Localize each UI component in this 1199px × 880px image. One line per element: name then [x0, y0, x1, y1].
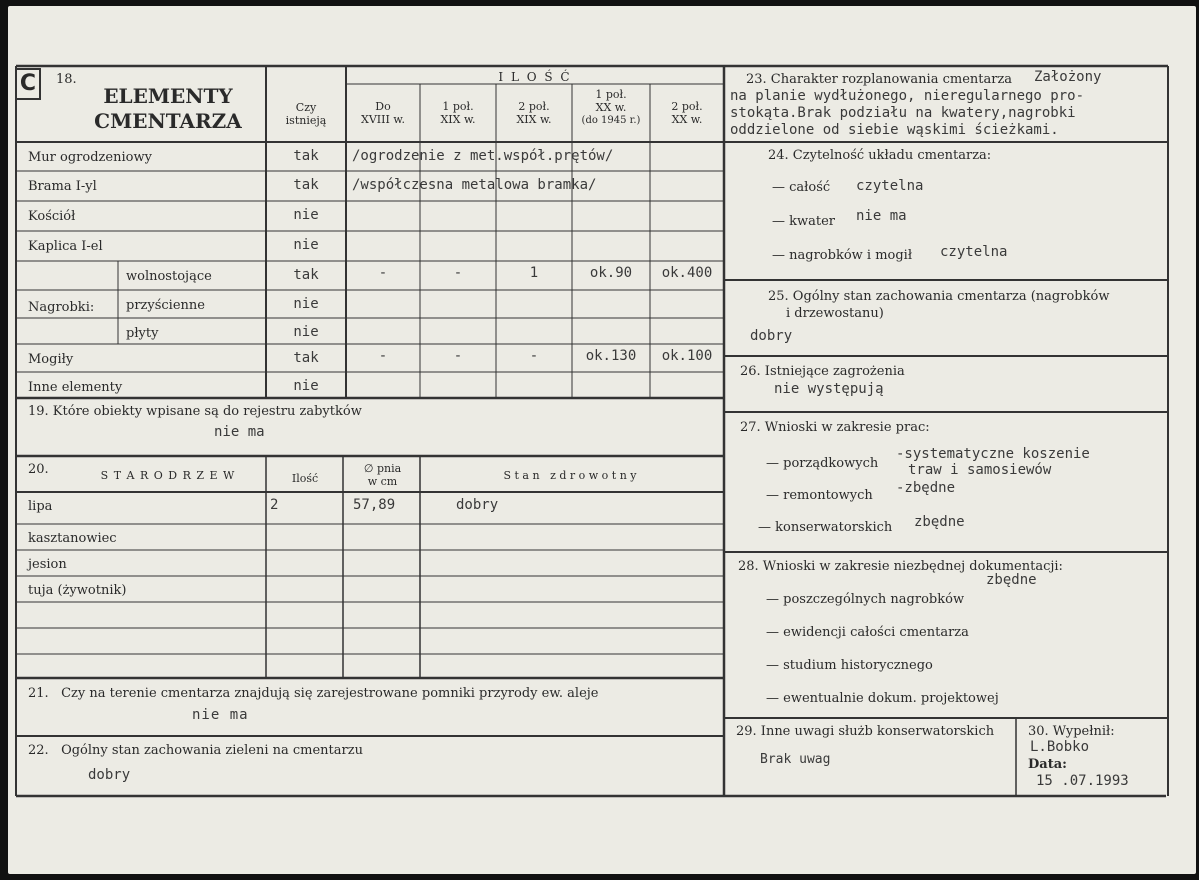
element-count: ok.130	[585, 348, 637, 364]
period-header: 1 poł. XX w. (do 1945 r.)	[581, 88, 641, 126]
section-23-line-4: oddzielone od siebie wąskimi ścieżkami.	[730, 122, 1059, 138]
prace-porzadkowe-label: — porządkowych	[766, 456, 879, 471]
dokumentacja-nagrobkow: — poszczególnych nagrobków	[766, 592, 965, 607]
section-28-label: 28. Wnioski w zakresie niezbędnej dokumentacji:	[738, 559, 1063, 574]
element-count: ok.100	[661, 348, 713, 364]
czy-istnieja-header: Czy istnieją	[285, 101, 327, 127]
period-header: 2 poł. XIX w.	[516, 100, 552, 126]
section-18-number: 18.	[56, 72, 77, 87]
section-22-label: 22. Ogólny stan zachowania zieleni na cmentarzu	[28, 743, 363, 758]
tree-health: dobry	[456, 497, 499, 513]
element-exists: nie	[293, 296, 319, 312]
section-19-value: nie ma	[214, 424, 265, 440]
period-header: Do XVIII w.	[361, 100, 405, 126]
element-count: -	[453, 265, 463, 281]
element-count: ok.90	[589, 265, 633, 281]
prace-remontowe-value: -zbędne	[896, 480, 956, 496]
record-card	[8, 6, 1196, 874]
dokumentacja-ewidencji: — ewidencji całości cmentarza	[766, 625, 969, 640]
element-count: 1	[529, 265, 539, 281]
czytelnosc-calosc-value: czytelna	[856, 178, 924, 194]
element-label: Brama I-yl	[28, 179, 97, 194]
czytelnosc-calosc-label: — całość	[772, 180, 831, 195]
element-note: /ogrodzenie z met.współ.prętów/	[352, 148, 614, 164]
section-23-line-2: na planie wydłużonego, nieregularnego pro-	[730, 88, 1085, 104]
czytelnosc-nagrobkow-label: — nagrobków i mogił	[772, 248, 913, 263]
element-exists: tak	[293, 267, 319, 283]
element-count: -	[529, 348, 539, 364]
czytelnosc-kwater-value: nie ma	[856, 208, 907, 224]
prace-konserwatorskie-label: — konserwatorskich	[758, 520, 893, 535]
element-exists: nie	[293, 324, 319, 340]
health-header: S t a n z d r o w o t n y	[503, 469, 637, 482]
tree-species: tuja (żywotnik)	[28, 583, 127, 598]
period-header: 1 poł. XIX w.	[440, 100, 476, 126]
starodrzew-header: S T A R O D R Z E W	[100, 469, 236, 482]
nagrobki-label: Nagrobki:	[28, 300, 95, 315]
element-label: Mur ogrodzeniowy	[28, 150, 152, 165]
element-label: Kościół	[28, 209, 76, 224]
prace-porzadkowe-value-1: -systematyczne koszenie	[896, 446, 1090, 462]
element-label: płyty	[126, 326, 159, 341]
element-label: Inne elementy	[28, 380, 123, 395]
tree-species: jesion	[28, 557, 67, 572]
tree-species: kasztanowiec	[28, 531, 117, 546]
section-23-line-1: Założony	[1034, 69, 1102, 85]
section-26-label: 26. Istniejące zagrożenia	[740, 364, 905, 379]
section-21-value: nie ma	[192, 707, 249, 723]
period-header: 2 poł. XX w.	[671, 100, 703, 126]
date-value: 15 .07.1993	[1036, 773, 1129, 789]
ilosc-header: I L O Ś Ć	[498, 70, 572, 84]
element-count: ok.400	[661, 265, 713, 281]
section-26-value: nie występują	[774, 381, 884, 397]
dokumentacja-studium: — studium historycznego	[766, 658, 933, 673]
section-29-label: 29. Inne uwagi służb konserwatorskich	[736, 724, 995, 739]
section-21-label: 21. Czy na terenie cmentarza znajdują się zarejestrowane pomniki przyrody ew. aleje	[28, 686, 599, 701]
diameter-header: ∅ pnia w cm	[363, 462, 402, 488]
tree-diameter: 57,89	[353, 497, 396, 513]
prace-remontowe-label: — remontowych	[766, 488, 873, 503]
prace-konserwatorskie-value: zbędne	[914, 514, 965, 530]
element-label: przyścienne	[126, 298, 205, 313]
section-28-value: zbędne	[986, 572, 1037, 588]
section-letter: C	[15, 68, 41, 100]
section-23-label: 23. Charakter rozplanowania cmentarza	[746, 72, 1013, 87]
section-24-label: 24. Czytelność układu cmentarza:	[768, 148, 992, 163]
element-exists: tak	[293, 350, 319, 366]
section-27-label: 27. Wnioski w zakresie prac:	[740, 420, 930, 435]
element-exists: nie	[293, 207, 319, 223]
element-count: -	[378, 265, 388, 281]
section-20-number: 20.	[28, 462, 49, 477]
section-23-line-3: stokąta.Brak podziału na kwatery,nagrobki	[730, 105, 1076, 121]
section-25-label-2: i drzewostanu)	[786, 306, 884, 321]
section-25-value: dobry	[750, 328, 793, 344]
section-19-label: 19. Które obiekty wpisane są do rejestru zabytków	[28, 404, 362, 419]
element-label: Kaplica I-el	[28, 239, 103, 254]
element-note: /współczesna metalowa bramka/	[352, 177, 597, 193]
element-exists: nie	[293, 378, 319, 394]
prace-porzadkowe-value-2: traw i samosiewów	[908, 462, 1052, 478]
date-label: Data:	[1028, 757, 1067, 772]
czytelnosc-kwater-label: — kwater	[772, 214, 836, 229]
element-label: Mogiły	[28, 352, 74, 367]
section-30-label: 30. Wypełnił:	[1028, 724, 1115, 739]
ilosc-trees-header: Ilość	[291, 472, 319, 485]
element-exists: tak	[293, 177, 319, 193]
filled-by-name: L.Bobko	[1030, 739, 1090, 755]
section-18-title: ELEMENTY CMENTARZA	[94, 84, 242, 133]
section-29-value: Brak uwag	[760, 752, 831, 767]
section-25-label-1: 25. Ogólny stan zachowania cmentarza (nagrobków	[768, 289, 1110, 304]
element-label: wolnostojące	[126, 269, 212, 284]
element-exists: nie	[293, 237, 319, 253]
czytelnosc-nagrobkow-value: czytelna	[940, 244, 1008, 260]
tree-count: 2	[270, 497, 279, 513]
element-exists: tak	[293, 148, 319, 164]
element-count: -	[453, 348, 463, 364]
section-22-value: dobry	[88, 767, 131, 783]
dokumentacja-projektowa: — ewentualnie dokum. projektowej	[766, 691, 999, 706]
element-count: -	[378, 348, 388, 364]
tree-species: lipa	[28, 499, 53, 514]
